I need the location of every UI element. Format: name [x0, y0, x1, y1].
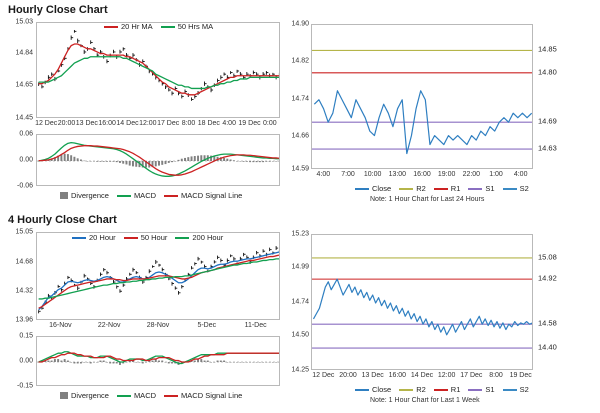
legend-label: Divergence — [71, 391, 109, 400]
legend-item — [164, 391, 242, 400]
x-tick-label: 4:00 — [316, 171, 331, 178]
level-value-label: 14.85 — [538, 44, 557, 54]
y-tick-label: -0.15 — [17, 382, 33, 390]
legend-label: 200 Hour — [192, 233, 224, 242]
legend-item — [117, 191, 156, 200]
x-tick-label: 12:00 — [139, 120, 157, 127]
legend-item — [468, 385, 494, 394]
legend-swatch — [117, 195, 131, 197]
x-tick-label: 18 Dec — [197, 120, 220, 127]
legend-swatch — [399, 188, 413, 190]
level-value-label: 14.40 — [538, 342, 557, 352]
level-value-label: 14.63 — [538, 143, 557, 153]
y-tick-label: 14.66 — [291, 132, 309, 140]
legend-label: S1 — [485, 385, 495, 394]
chart-hourly-last-24h — [311, 24, 533, 169]
x-tick-label: 16:00 — [388, 372, 407, 379]
legend-item — [161, 22, 213, 31]
legend-swatch — [468, 389, 482, 391]
x-tick-label: 16-Nov — [49, 322, 72, 329]
x-tick-label: 19:00 — [437, 171, 456, 178]
x-tick-label: 5-Dec — [197, 322, 217, 329]
y-axis-hourly-macd — [0, 130, 33, 190]
x-tick-label: 1:00 — [489, 171, 503, 178]
legend-item — [164, 191, 242, 200]
y-tick-label: 14.32 — [15, 287, 33, 295]
legend-label: S2 — [519, 184, 529, 193]
legend-label: 50 Hour — [140, 233, 168, 242]
legend-swatch — [72, 237, 86, 239]
y-tick-label: 14.25 — [291, 366, 309, 374]
legend-label: S1 — [485, 184, 495, 193]
legend-label: R1 — [450, 385, 461, 394]
level-labels-hourly-last-24h — [536, 24, 596, 169]
x-tick-label: 4:00 — [513, 171, 528, 178]
x-axis-four-hourly-price — [36, 322, 280, 332]
x-tick-label: 16:00 — [413, 171, 431, 178]
legend-swatch — [175, 237, 189, 239]
legend-four-hourly-macd — [60, 391, 242, 400]
legend-item — [72, 233, 116, 242]
legend-swatch — [355, 188, 369, 190]
x-tick-label: 12:00 — [437, 372, 456, 379]
x-tick-label: 28-Nov — [146, 322, 170, 329]
legend-swatch — [117, 395, 131, 397]
chart-hourly-price — [36, 22, 280, 118]
y-tick-label: 15.23 — [291, 230, 309, 238]
y-tick-label: 14.82 — [291, 57, 309, 65]
legend-label: S2 — [519, 385, 529, 394]
page-title-four-hourly: 4 Hourly Close Chart — [8, 214, 117, 226]
x-tick-label: 17 Dec — [157, 120, 180, 127]
legend-label: MACD Signal Line — [181, 191, 243, 200]
legend-swatch — [60, 392, 68, 399]
x-tick-label: 20:00 — [339, 372, 357, 379]
x-tick-label: 19 Dec — [509, 372, 532, 379]
x-tick-label: 17 Dec — [460, 372, 483, 379]
x-tick-label: 13 Dec — [361, 372, 384, 379]
y-axis-hourly-price — [0, 18, 33, 122]
legend-label: R2 — [416, 385, 426, 394]
legend-item — [399, 184, 426, 193]
x-tick-label: 7:00 — [341, 171, 355, 178]
note-last-1-week: Note: 1 Hour Chart for Last 1 Week — [370, 397, 480, 404]
x-tick-label: 12 Dec — [35, 120, 58, 127]
legend-item — [175, 233, 223, 242]
y-tick-label: 0.00 — [19, 156, 33, 164]
legend-item — [355, 385, 391, 394]
y-tick-label: 14.45 — [15, 114, 33, 122]
y-tick-label: 0.15 — [19, 332, 33, 340]
y-tick-label: 0.00 — [19, 357, 33, 365]
legend-swatch — [399, 389, 413, 391]
x-tick-label: 11-Dec — [244, 322, 267, 329]
y-tick-label: 14.74 — [291, 298, 309, 306]
legend-hourly-macd — [60, 191, 242, 200]
legend-label: R1 — [450, 184, 461, 193]
legend-item — [60, 191, 109, 200]
x-tick-label: 22:00 — [462, 171, 481, 178]
chart-four-hourly-macd — [36, 336, 280, 386]
chart-four-hourly-price — [36, 232, 280, 320]
legend-swatch — [60, 192, 68, 199]
x-axis-hourly-price — [36, 120, 280, 130]
legend-item — [468, 184, 494, 193]
legend-item — [117, 391, 156, 400]
x-tick-label: 16:00 — [98, 120, 116, 127]
legend-label: MACD — [133, 191, 157, 200]
y-tick-label: 14.74 — [291, 95, 309, 103]
legend-item — [399, 385, 426, 394]
legend-swatch — [164, 395, 178, 397]
legend-label: Close — [372, 385, 392, 394]
page-title-hourly: Hourly Close Chart — [8, 4, 108, 16]
y-tick-label: 14.90 — [291, 20, 309, 28]
x-tick-label: 4:00 — [222, 120, 236, 127]
legend-swatch — [503, 389, 517, 391]
x-axis-four-hourly-last-week — [311, 372, 533, 382]
legend-swatch — [355, 389, 369, 391]
x-tick-label: 10:00 — [363, 171, 382, 178]
legend-swatch — [434, 389, 448, 391]
legend-four-hourly-last-week — [355, 385, 529, 394]
x-axis-hourly-last-24h — [311, 171, 533, 181]
legend-swatch — [503, 188, 517, 190]
legend-swatch — [124, 237, 138, 239]
x-tick-label: 20:00 — [57, 120, 76, 127]
legend-item — [124, 233, 168, 242]
chart-hourly-macd — [36, 134, 280, 186]
y-tick-label: 14.68 — [15, 258, 33, 266]
x-tick-label: 14 Dec — [410, 372, 434, 379]
y-axis-four-hourly-price — [0, 228, 33, 324]
legend-label: 20 Hr MA — [121, 22, 153, 31]
legend-label: 50 Hrs MA — [177, 22, 214, 31]
legend-item — [104, 22, 153, 31]
y-tick-label: 14.59 — [291, 165, 309, 173]
x-tick-label: 22-Nov — [97, 322, 121, 329]
chart-four-hourly-last-week — [311, 234, 533, 370]
legend-swatch — [164, 195, 178, 197]
y-axis-four-hourly-macd — [0, 332, 33, 390]
level-value-label: 14.80 — [538, 67, 557, 77]
legend-item — [60, 391, 109, 400]
y-axis-four-hourly-last-week — [276, 230, 309, 374]
x-tick-label: 0:00 — [263, 120, 277, 127]
legend-label: Divergence — [71, 191, 109, 200]
level-value-label: 14.69 — [538, 116, 557, 126]
legend-hourly-price — [104, 22, 213, 31]
x-tick-label: 19 Dec — [238, 120, 261, 127]
legend-label: Close — [372, 184, 392, 193]
y-tick-label: 14.99 — [291, 263, 309, 271]
note-last-24-hours: Note: 1 Hour Chart for Last 24 Hours — [370, 196, 485, 203]
y-tick-label: 14.65 — [15, 81, 33, 89]
legend-item — [434, 184, 461, 193]
y-tick-label: 13.96 — [15, 316, 33, 324]
x-tick-label: 12 Dec — [312, 372, 335, 379]
legend-swatch — [468, 188, 482, 190]
legend-label: MACD — [133, 391, 157, 400]
y-tick-label: 14.50 — [291, 331, 309, 339]
level-value-label: 14.58 — [538, 318, 557, 328]
legend-item — [434, 385, 461, 394]
legend-four-hourly-price — [72, 233, 223, 242]
legend-label: R2 — [416, 184, 426, 193]
legend-swatch — [104, 26, 118, 28]
level-value-label: 15.08 — [538, 252, 557, 262]
legend-swatch — [161, 26, 175, 28]
legend-item — [503, 184, 529, 193]
y-tick-label: 15.05 — [15, 228, 33, 236]
legend-hourly-last-24h — [355, 184, 529, 193]
y-tick-label: 0.06 — [19, 130, 33, 138]
legend-label: MACD Signal Line — [181, 391, 243, 400]
x-tick-label: 13 Dec — [75, 120, 98, 127]
legend-item — [503, 385, 529, 394]
level-labels-four-hourly-last-week — [536, 234, 596, 370]
x-tick-label: 8:00 — [181, 120, 196, 127]
y-tick-label: 15.03 — [15, 18, 33, 26]
y-tick-label: -0.06 — [17, 182, 33, 190]
x-tick-label: 8:00 — [489, 372, 503, 379]
level-value-label: 14.92 — [538, 273, 557, 283]
y-axis-hourly-last-24h — [276, 20, 309, 173]
legend-swatch — [434, 188, 448, 190]
x-tick-label: 13:00 — [388, 171, 407, 178]
x-tick-label: 14 Dec — [116, 120, 139, 127]
y-tick-label: 14.84 — [15, 49, 33, 57]
legend-label: 20 Hour — [89, 233, 116, 242]
legend-item — [355, 184, 391, 193]
